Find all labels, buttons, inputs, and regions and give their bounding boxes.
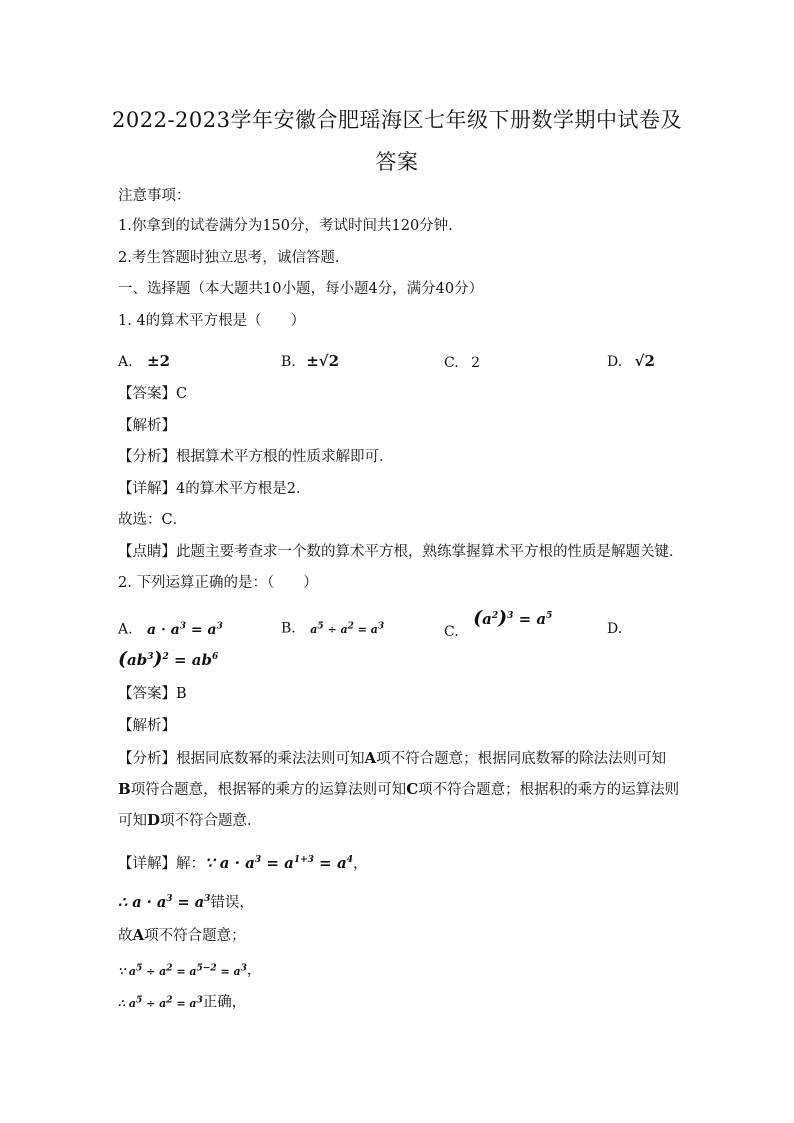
q2-detail-formula-1: ∵ $a \cdot a^3 = a^{1+3} = a^4$ [205, 854, 353, 872]
q1-analysis-heading: 【解析】 [118, 418, 176, 434]
q1-option-b-value: ±√2 [306, 352, 340, 370]
notice-heading: 注意事项： [118, 188, 191, 204]
q2-option-c-formula: $(a^2)^3 = a^5$ [473, 607, 553, 629]
doc-title-line2: 答案 [375, 150, 419, 174]
q2-detail-line1 [118, 850, 367, 874]
q2-option-b [281, 616, 384, 640]
doc-title-line1: 2022-2023学年安徽合肥瑶海区七年级下册数学期中试卷及 [112, 108, 682, 132]
q2-analysis-text: 可知 [118, 813, 147, 829]
q2-detail-line3 [118, 925, 246, 946]
q1-option-c-value: 2 [471, 355, 481, 371]
q2-stem: 2. 下列运算正确的是：（ ） [118, 575, 318, 591]
q2-answer: 【答案】B [118, 686, 187, 702]
q2-wrong-text: 错误， [210, 894, 254, 911]
q1-detail: 【详解】4的算术平方根是2． [118, 481, 311, 497]
q2-analysis-text: 【分析】根据同底数幂的乘法法则可知 [118, 751, 365, 767]
q1-option-d-value: √2 [634, 352, 655, 370]
q1-option-a-label: A. [118, 354, 133, 370]
q2-option-a [118, 616, 223, 640]
q2-option-d [607, 619, 622, 639]
q1-analysis: 【分析】根据算术平方根的性质求解即可． [118, 449, 394, 465]
q2-letter-b: B [118, 780, 131, 798]
q1-option-a-value: ±2 [147, 352, 171, 370]
q2-detail-line5 [118, 990, 246, 1014]
q2-option-b-formula: $a^5 \div a^2 = a^3$ [310, 621, 385, 636]
q1-option-a [118, 351, 170, 372]
q2-detail-line2 [118, 889, 254, 913]
q2-analysis-text: 项符合题意，根据幂的乘方的运算法则可知 [130, 782, 407, 798]
q2-comma: ， [246, 962, 262, 979]
q2-comma: ， [352, 856, 368, 872]
q2-analysis-heading: 【解析】 [118, 718, 176, 734]
q2-detail-text: 故 [118, 928, 133, 944]
q2-option-c [444, 606, 553, 640]
q2-detail-formula-4: ∴ $a^5 \div a^2 = a^3$ [118, 995, 203, 1010]
q1-option-c-label: C. [444, 355, 459, 371]
q1-option-d-label: D. [607, 354, 623, 370]
q2-option-b-label: B. [281, 620, 296, 637]
q2-option-d-label: D. [607, 621, 623, 637]
q2-analysis-line3 [118, 810, 262, 831]
q2-letter-a: A [132, 926, 145, 944]
q1-comment: 【点睛】此题主要考查求一个数的算术平方根，熟练掌握算术平方根的性质是解题关键． [118, 544, 684, 560]
q1-answer: 【答案】C [118, 386, 188, 402]
notice-item-2: 2.考生答题时独立思考，诚信答题. [118, 250, 340, 266]
q2-correct-text: 正确， [202, 994, 247, 1011]
q2-detail-prefix: 【详解】解： [118, 856, 205, 872]
q2-letter-a: A [364, 749, 377, 767]
q2-letter-c: C [406, 780, 419, 798]
q1-stem: 1. 4的算术平方根是（ ） [118, 313, 306, 329]
q2-option-a-label: A. [118, 621, 133, 638]
q2-detail-line4 [118, 958, 261, 982]
q2-letter-d: D [147, 811, 161, 829]
q2-analysis-text: 项不符合题意；根据同底数幂的除法法则可知 [376, 751, 667, 767]
notice-item-1: 1.你拿到的试卷满分为150分，考试时间共120分钟. [118, 218, 453, 234]
q2-option-d-formula: $(ab^3)^2 = ab^6$ [118, 648, 219, 670]
q1-option-c [444, 353, 480, 373]
q2-detail-text: 项不符合题意； [144, 928, 246, 944]
q2-analysis-line2 [118, 779, 679, 800]
q2-option-c-label: C. [444, 624, 459, 640]
q1-choice: 故选：C． [118, 512, 188, 528]
q2-option-a-formula: $a \cdot a^3 = a^3$ [147, 621, 223, 638]
section-heading-choice: 一、选择题（本大题共10小题，每小题4分，满分40分） [118, 281, 484, 297]
q1-option-d [607, 351, 655, 372]
q2-detail-formula-2: ∴ $a \cdot a^3 = a^3$ [118, 893, 211, 911]
q2-analysis-text: 项不符合题意；根据积的乘方的运算法则 [418, 782, 680, 798]
q1-option-b-label: B. [281, 354, 296, 370]
q2-analysis-line1 [118, 748, 666, 769]
q1-option-b [281, 351, 339, 372]
q2-analysis-text: 项不符合题意． [160, 813, 262, 829]
q2-detail-formula-3: ∵ $a^5 \div a^2 = a^{5-2} = a^3$ [118, 963, 247, 978]
